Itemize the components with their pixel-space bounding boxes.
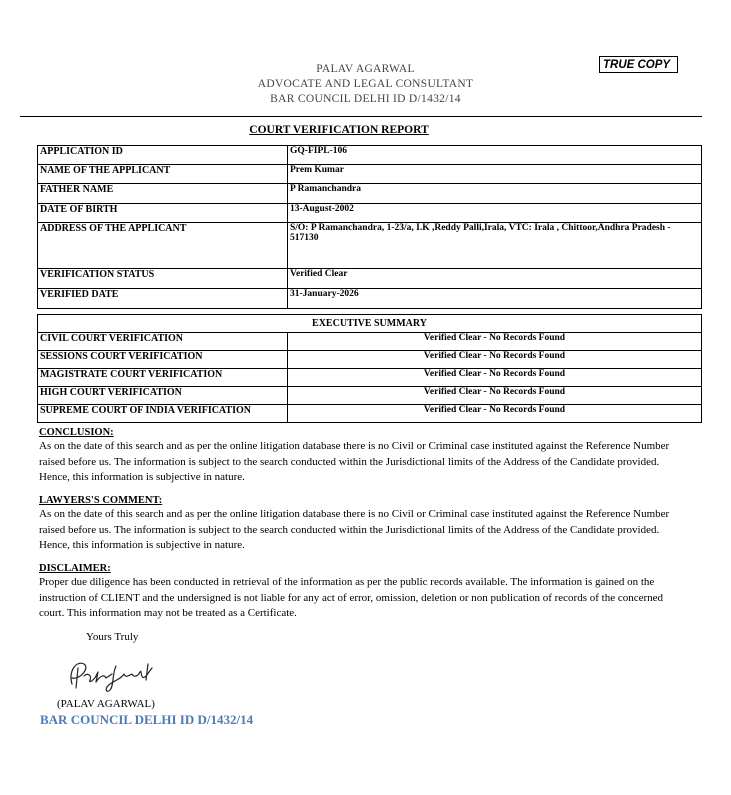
closing-salutation: Yours Truly — [86, 631, 139, 643]
signatory-name: (PALAV AGARWAL) — [57, 698, 155, 710]
table-header-row — [38, 315, 702, 333]
handwritten-signature — [62, 654, 162, 696]
footer-bar-council-id: BAR COUNCIL DELHI ID D/1432/14 — [40, 712, 254, 727]
field-label: ADDRESS OF THE APPLICANT — [38, 223, 288, 269]
table-row — [38, 184, 702, 204]
court-label: MAGISTRATE COURT VERIFICATION — [38, 369, 288, 387]
conclusion-text: As on the date of this search and as per the online litigation database there is no Civil or Criminal case instituted against the Reference Number raised before us. The information is subject to the search conducted within the Jurisdictional limits of the Address of the Candidate provided. Hence, this information is subjective in nature. — [39, 440, 670, 483]
executive-summary-title: EXECUTIVE SUMMARY — [38, 315, 702, 333]
applicant-details-table — [37, 145, 702, 309]
field-label: NAME OF THE APPLICANT — [38, 165, 288, 184]
court-result: Verified Clear - No Records Found — [288, 333, 702, 351]
table-row — [38, 269, 702, 289]
table-row — [38, 333, 702, 351]
lawyers-comment-text: As on the date of this search and as per the online litigation database there is no Civil or Criminal case instituted against the Reference Number raised before us. The information is subject to the search conducted within the Jurisdictional limits of the Address of the Candidate provided. Hence, this information is subjective in nature. — [39, 508, 670, 551]
field-value: P Ramanchandra — [288, 184, 702, 204]
table-row — [38, 204, 702, 223]
court-label: CIVIL COURT VERIFICATION — [38, 333, 288, 351]
table-row — [38, 289, 702, 309]
court-label: SUPREME COURT OF INDIA VERIFICATION — [38, 405, 288, 423]
lawyers-comment-section — [39, 494, 689, 554]
field-label: DATE OF BIRTH — [38, 204, 288, 223]
field-label: APPLICATION ID — [38, 146, 288, 165]
court-label: SESSIONS COURT VERIFICATION — [38, 351, 288, 369]
field-value: 13-August-2002 — [288, 204, 702, 223]
field-label: FATHER NAME — [38, 184, 288, 204]
disclaimer-text: Proper due diligence has been conducted in retrieval of the information as per the public records available. The information is gained on the instruction of CLIENT and the undersigned is not liable for any act of error, omission, deletion or non publication of records of the concerned court. This information may not be treated as a Certificate. — [39, 576, 664, 619]
advocate-designation: ADVOCATE AND LEGAL CONSULTANT — [257, 78, 474, 90]
field-label: VERIFICATION STATUS — [38, 269, 288, 289]
table-row — [38, 223, 702, 269]
field-value: S/O: P Ramanchandra, 1-23/a, I.K ,Reddy Palli,Irala, VTC: Irala , Chittoor,Andhra Pradesh - 517130 — [288, 223, 702, 269]
field-value: 31-January-2026 — [288, 289, 702, 309]
field-value: Prem Kumar — [288, 165, 702, 184]
disclaimer-heading: DISCLAIMER: — [39, 563, 111, 574]
court-result: Verified Clear - No Records Found — [288, 351, 702, 369]
advocate-bar-id: BAR COUNCIL DELHI ID D/1432/14 — [270, 93, 461, 105]
court-result: Verified Clear - No Records Found — [288, 405, 702, 423]
advocate-name: PALAV AGARWAL — [316, 63, 415, 75]
conclusion-heading: CONCLUSION: — [39, 427, 114, 438]
table-row — [38, 369, 702, 387]
true-copy-stamp: TRUE COPY — [599, 56, 678, 73]
disclaimer-section — [39, 562, 689, 622]
court-label: HIGH COURT VERIFICATION — [38, 387, 288, 405]
table-row — [38, 165, 702, 184]
header-divider — [20, 116, 702, 117]
lawyers-comment-heading: LAWYERS'S COMMENT: — [39, 495, 163, 506]
table-row — [38, 146, 702, 165]
court-result: Verified Clear - No Records Found — [288, 369, 702, 387]
report-title: COURT VERIFICATION REPORT — [249, 124, 429, 136]
table-row — [38, 387, 702, 405]
table-row — [38, 351, 702, 369]
conclusion-section — [39, 426, 689, 486]
executive-summary-table — [37, 314, 702, 423]
field-value: Verified Clear — [288, 269, 702, 289]
field-value: GQ-FIPL-106 — [288, 146, 702, 165]
field-label: VERIFIED DATE — [38, 289, 288, 309]
court-result: Verified Clear - No Records Found — [288, 387, 702, 405]
table-row — [38, 405, 702, 423]
